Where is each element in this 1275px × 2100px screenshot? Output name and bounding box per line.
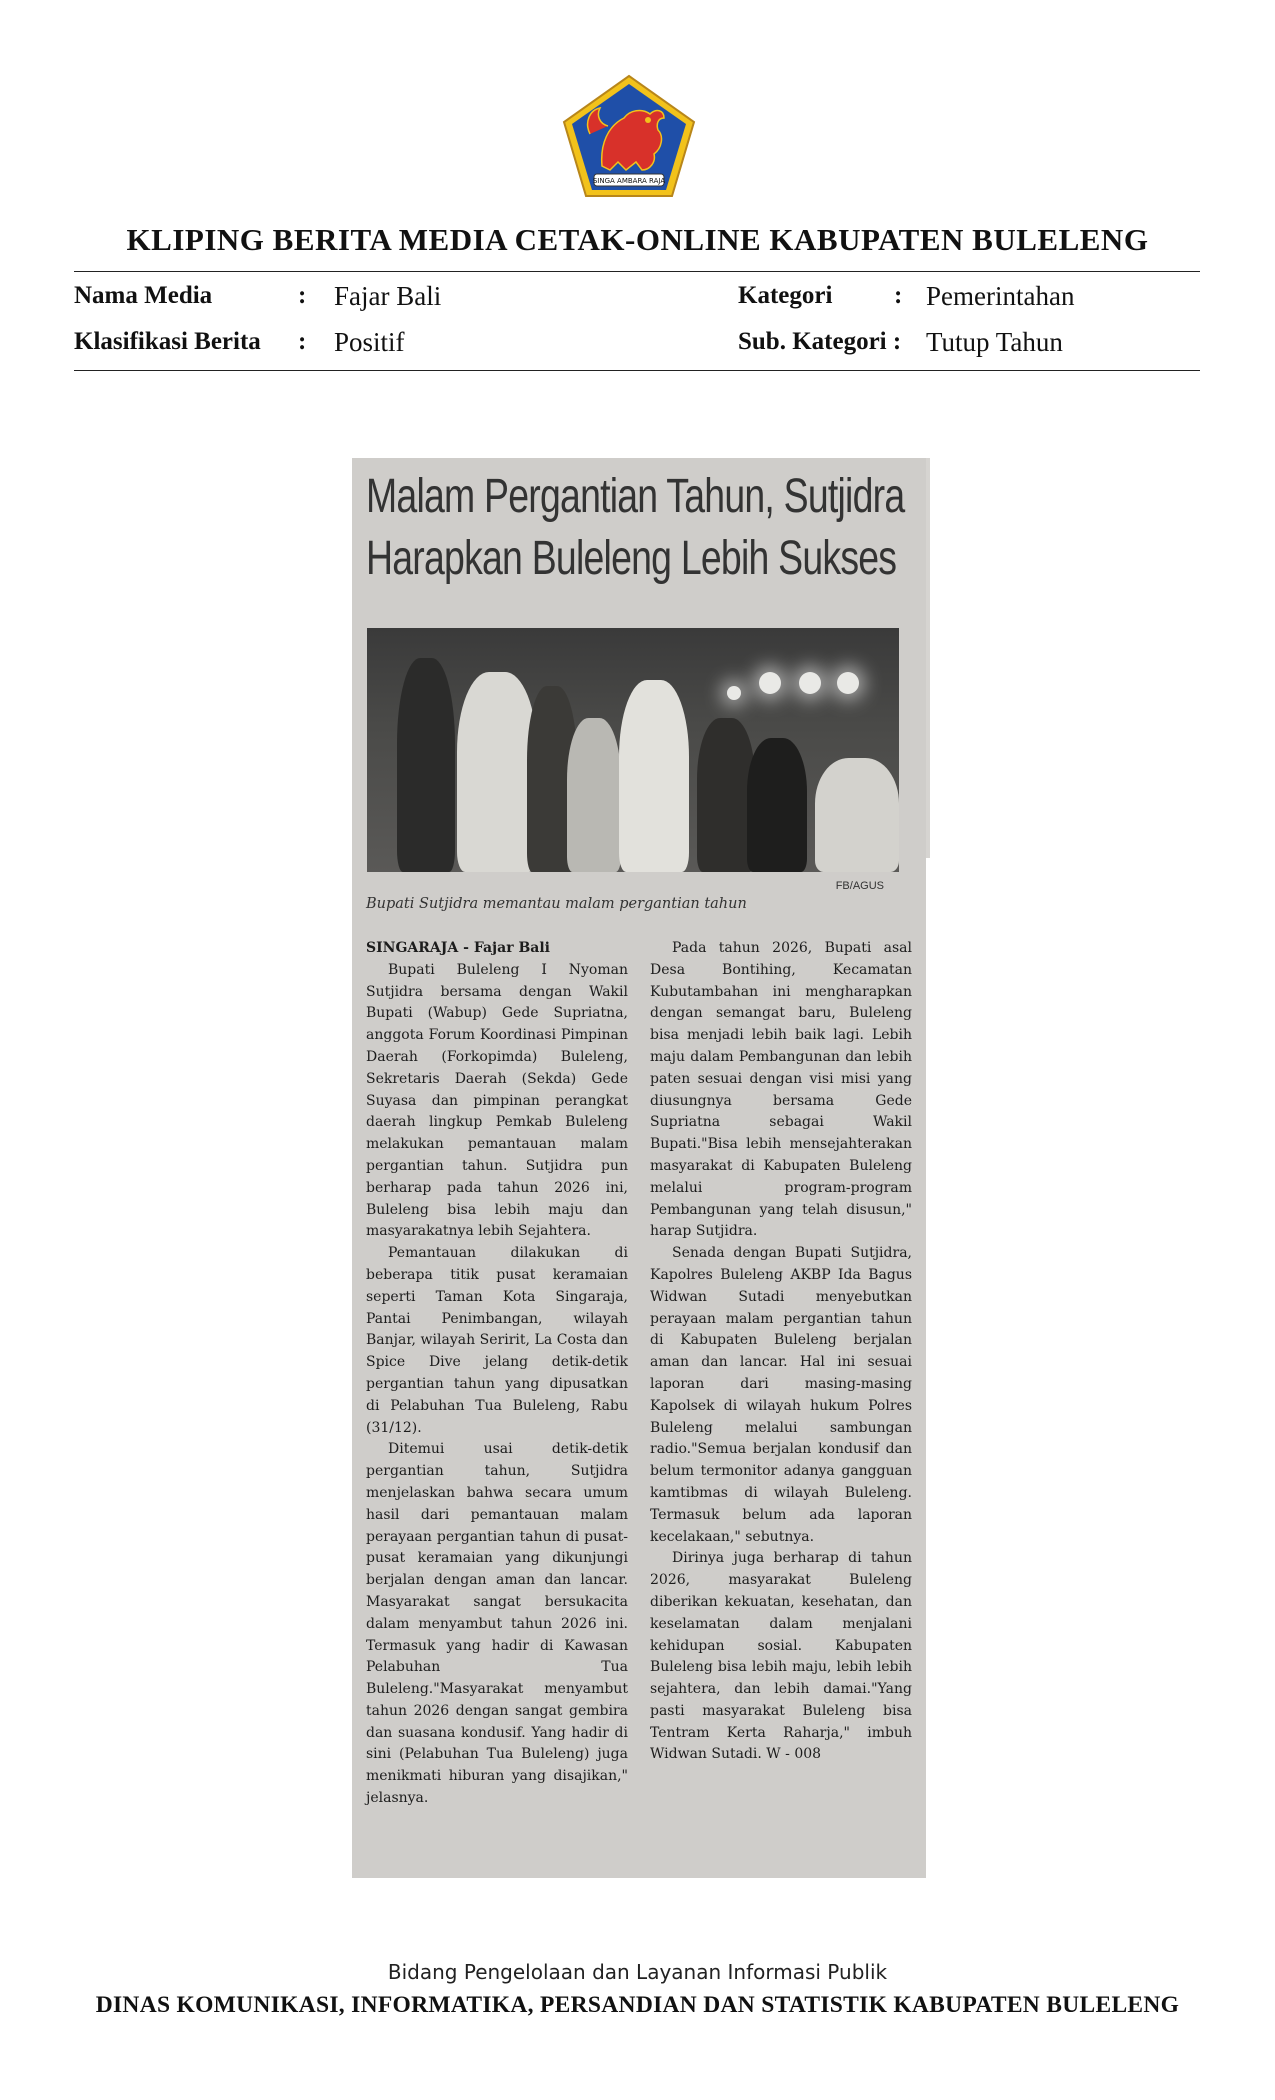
- paragraph: Senada dengan Bupati Sutjidra, Kapolres Buleleng AKBP Ida Bagus Widwan Sutadi menyebutkan perayaan malam pergantian tahun di Kabupaten Buleleng berjalan aman dan lancar. Hal ini sesuai laporan dari masing-masing Kapolsek di wilayah hukum Polres Buleleng melalui sambungan radio."Semua berjalan kondusif dan belum termonitor adanya gangguan kamtibmas di wilayah Buleleng. Termasuk belum ada laporan kecelakaan," sebutnya.: [650, 1245, 912, 1545]
- article-column-2: [650, 938, 912, 1766]
- lamp-light: [837, 672, 859, 694]
- lamp-light: [799, 672, 821, 694]
- sub-kategori-value: Tutup Tahun: [926, 327, 1063, 357]
- klasifikasi-separator: :: [298, 328, 307, 355]
- article-photo: [367, 628, 899, 872]
- photo-caption: Bupati Sutjidra memantau malam pergantian tahun: [366, 896, 747, 912]
- lamp-light: [727, 686, 741, 700]
- nama-media-separator: :: [298, 282, 307, 309]
- newspaper-clipping: [352, 458, 926, 1878]
- nama-media-value: Fajar Bali: [334, 281, 442, 311]
- paragraph: Dirinya juga berharap di tahun 2026, masyarakat Buleleng diberikan kekuatan, kesehatan, dan keselamatan dalam menjalani kehidupan sosial. Kabupaten Buleleng bisa lebih maju, lebih lebih sejahtera, dan lebih damai."Yang pasti masyarakat Buleleng bisa Tentram Kerta Raharja," imbuh Widwan Sutadi. W - 008: [650, 1550, 912, 1763]
- lamp-light: [759, 672, 781, 694]
- photo-figure: [567, 718, 621, 872]
- nama-media-label: Nama Media: [74, 282, 213, 309]
- paragraph: Ditemui usai detik-detik pergantian tahun, Sutjidra menjelaskan bahwa secara umum hasil dari pemantauan malam perayaan pergantian tahun di pusat-pusat keramaian yang dikunjungi berjalan dengan aman dan lancar. Masyarakat sangat bersukacita dalam menyambut tahun 2026 ini. Termasuk yang hadir di Kawasan Pelabuhan Tua Buleleng."Masyarakat menyambut tahun 2026 dengan sangat gembira dan suasana kondusif. Yang hadir di sini (Pelabuhan Tua Buleleng) juga menikmati hiburan yang disajikan," jelasnya.: [366, 1441, 628, 1807]
- photo-figure: [457, 672, 537, 872]
- photo-credit: FB/AGUS: [835, 880, 884, 892]
- photo-figure: [815, 758, 899, 872]
- footer-agency: DINAS KOMUNIKASI, INFORMATIKA, PERSANDIAN DAN STATISTIK KABUPATEN BULELENG: [95, 1992, 1180, 2018]
- kategori-label: Kategori: [738, 282, 833, 309]
- footer-unit: Bidang Pengelolaan dan Layanan Informasi Publik: [387, 1960, 888, 1984]
- header-rule-bottom: [74, 370, 1200, 371]
- klasifikasi-value: Positif: [334, 327, 405, 357]
- logo-text: SINGA AMBARA RAJA: [592, 177, 666, 185]
- klasifikasi-label: Klasifikasi Berita: [74, 328, 261, 355]
- photo-figure: [397, 658, 455, 872]
- headline-line-1: Malam Pergantian Tahun, Sutjidra: [366, 470, 905, 523]
- photo-figure: [747, 738, 807, 872]
- sub-kategori-label: Sub. Kategori :: [738, 328, 902, 355]
- article-headline: [366, 466, 905, 590]
- paragraph: Bupati Buleleng I Nyoman Sutjidra bersama dengan Wakil Bupati (Wabup) Gede Supriatna, anggota Forum Koordinasi Pimpinan Daerah (Forkopimda) Buleleng, Sekretaris Daerah (Sekda) Gede Suyasa dan pimpinan perangkat daerah lingkup Pemkab Buleleng melakukan pemantauan malam pergantian tahun. Sutjidra pun berharap pada tahun 2026 ini, Buleleng bisa lebih maju dan masyarakatnya lebih Sejahtera.: [366, 961, 628, 1240]
- dateline: SINGARAJA - Fajar Bali: [366, 940, 550, 956]
- article-column-1: [366, 938, 628, 1810]
- paragraph: Pemantauan dilakukan di beberapa titik pusat keramaian seperti Taman Kota Singaraja, Pantai Penimbangan, wilayah Banjar, wilayah Seririt, La Costa dan Spice Dive jelang detik-detik pergantian tahun yang dipusatkan di Pelabuhan Tua Buleleng, Rabu (31/12).: [366, 1245, 628, 1436]
- headline-line-2: Harapkan Buleleng Lebih Sukses: [366, 532, 897, 585]
- document-title: KLIPING BERITA MEDIA CETAK-ONLINE KABUPATEN BULELENG: [126, 222, 1149, 257]
- photo-figure: [619, 680, 689, 872]
- header-rule-top: [74, 271, 1200, 272]
- kategori-value: Pemerintahan: [926, 281, 1075, 311]
- paragraph: Pada tahun 2026, Bupati asal Desa Bontihing, Kecamatan Kubutambahan ini mengharapkan dengan semangat baru, Buleleng bisa menjadi lebih baik lagi. Lebih maju dalam Pembangunan dan lebih paten sesuai dengan visi misi yang diusungnya bersama Gede Supriatna sebagai Wakil Bupati."Bisa lebih mensejahterakan masyarakat di Kabupaten Buleleng melalui program-program Pembangunan yang telah disusun," harap Sutjidra.: [650, 940, 912, 1240]
- kategori-separator: :: [894, 282, 903, 309]
- singa-ambara-raja-logo: [560, 74, 698, 200]
